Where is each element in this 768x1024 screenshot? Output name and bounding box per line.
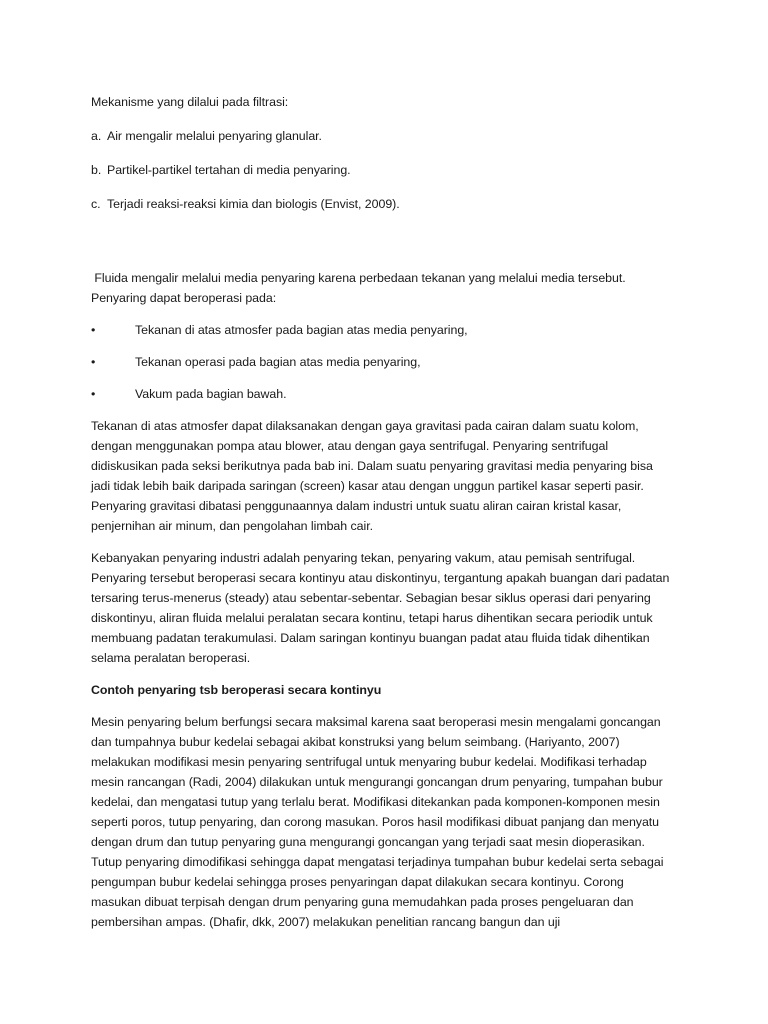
bullet-item-3 <box>91 384 675 404</box>
list-text: Partikel-partikel tertahan di media penyaring. <box>107 163 351 177</box>
list-item-a <box>91 126 675 146</box>
list-item-b <box>91 160 675 180</box>
spacer <box>91 228 675 268</box>
section-heading: Mekanisme yang dilalui pada filtrasi: <box>91 95 289 109</box>
subheading: Contoh penyaring tsb beroperasi secara kontinyu <box>91 683 382 697</box>
body-paragraph-3: Mesin penyaring belum berfungsi secara maksimal karena saat beroperasi mesin mengalami goncangan dan tumpahnya bubur kedelai sebagai akibat konstruksi yang belum seimbang. (Hariyanto, 2007) melakukan modifikasi mesin penyaring sentrifugal untuk menyaring bubur kedelai. Modifikasi terhadap mesin rancangan (Radi, 2004) dilakukan untuk mengurangi goncangan drum penyaring, tumpahan bubur kedelai, dan mengatasi tutup yang terlalu berat. Modifikasi ditekankan pada komponen-komponen mesin seperti poros, tutup penyaring, dan corong masukan. Poros hasil modifikasi dibuat panjang dan menyatu dengan drum dan tutup penyaring guna mengurangi goncangan yang terjadi saat mesin dioperasikan. Tutup penyaring dimodifikasi sehingga dapat mengatasi terjadinya tumpahan bubur kedelai serta sebagai pengumpan bubur kedelai sehingga proses penyaringan dapat dilakukan secara kontinyu. Corong masukan dibuat terpisah dengan drum penyaring guna memudahkan pada proses pengeluaran dan pembersihan ampas. (Dhafir, dkk, 2007) melakukan penelitian rancang bangun dan uji <box>91 715 664 929</box>
body-paragraph-1: Tekanan di atas atmosfer dapat dilaksanakan dengan gaya gravitasi pada cairan dalam suatu kolom, dengan menggunakan pompa atau blower, atau dengan gaya sentrifugal. Penyaring sentrifugal didiskusikan pada seksi berikutnya pada bab ini. Dalam suatu penyaring gravitasi media penyaring bisa jadi tidak lebih baik daripada saringan (screen) kasar atau dengan unggun partikel kasar seperti pasir. Penyaring gravitasi dibatasi penggunaannya dalam industri untuk suatu aliran cairan kristal kasar, penjernihan air minum, dan pengolahan limbah cair. <box>91 419 653 533</box>
list-marker: b. <box>91 163 102 177</box>
bullet-item-2 <box>91 352 675 372</box>
bullet-text: Tekanan operasi pada bagian atas media penyaring, <box>135 355 421 369</box>
bullet-icon: • <box>91 323 96 337</box>
intro-paragraph: Fluida mengalir melalui media penyaring karena perbedaan tekanan yang melalui media tersebut. Penyaring dapat beroperasi pada: <box>91 271 630 305</box>
bullet-text: Tekanan di atas atmosfer pada bagian atas media penyaring, <box>135 323 468 337</box>
list-item-c <box>91 194 675 214</box>
bullet-icon: • <box>91 387 96 401</box>
bullet-icon: • <box>91 355 96 369</box>
list-text: Air mengalir melalui penyaring glanular. <box>107 129 322 143</box>
list-text: Terjadi reaksi-reaksi kimia dan biologis (Envist, 2009). <box>107 197 400 211</box>
document-page <box>91 92 675 944</box>
body-paragraph-2: Kebanyakan penyaring industri adalah penyaring tekan, penyaring vakum, atau pemisah sentrifugal. Penyaring tersebut beroperasi secara kontinyu atau diskontinyu, tergantung apakah buangan dari padatan tersaring terus-menerus (steady) atau sebentar-sebentar. Sebagian besar siklus operasi dari penyaring diskontinyu, aliran fluida melalui peralatan secara kontinu, tetapi harus dihentikan secara periodik untuk membuang padatan terakumulasi. Dalam saringan kontinyu buangan padat atau fluida tidak dihentikan selama peralatan beroperasi. <box>91 551 670 665</box>
list-marker: c. <box>91 197 101 211</box>
bullet-text: Vakum pada bagian bawah. <box>135 387 287 401</box>
bullet-item-1 <box>91 320 675 340</box>
list-marker: a. <box>91 129 102 143</box>
